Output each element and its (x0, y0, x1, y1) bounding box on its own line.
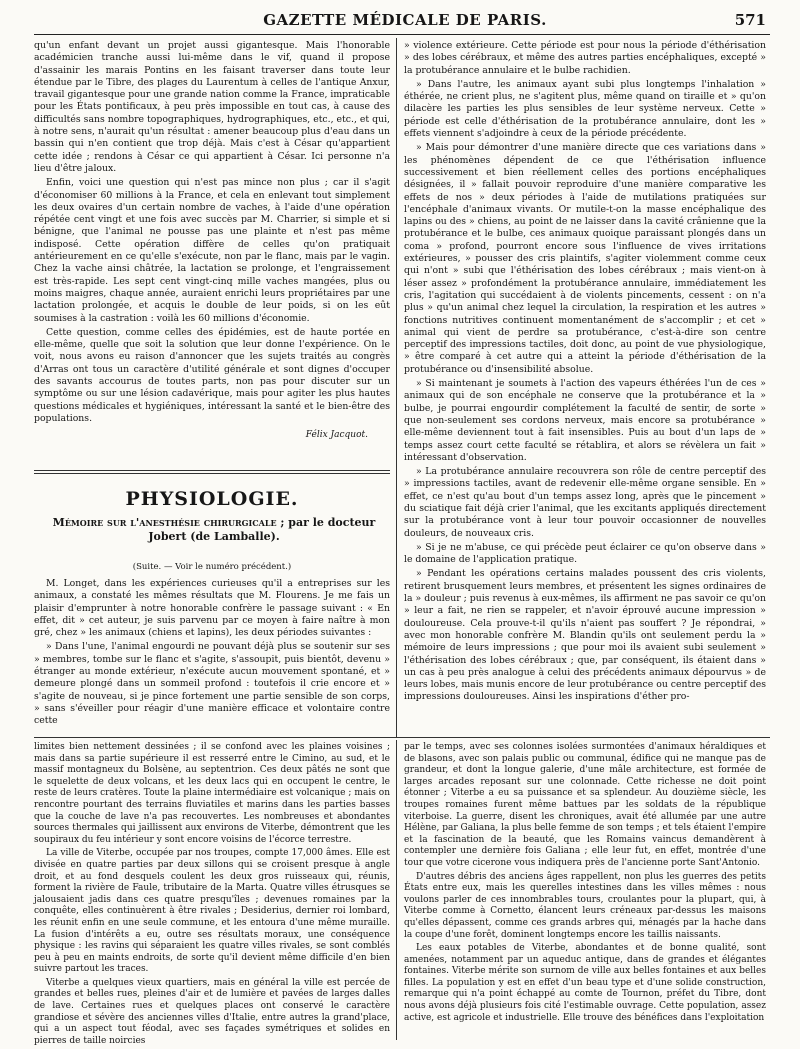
paragraph: Cette question, comme celles des épidémies, est de haute portée en elle-même, quelle que soit la solution que leur donne l'expérience. On le voit, nous avons eu raison d'annoncer que les sujets traités au congrès d'Arras ont tous un caractère d'utilité générale et sont dignes d'occuper des savants accourus de toutes parts, non pas pour discuter sur un symptôme ou sur une lésion cadavérique, mais pour agiter les plus hautes questions médicales et hygiéniques, intéressant la santé et le bien-être des populations. (34, 326, 390, 424)
bottom-right-column (404, 742, 766, 1042)
memoir-heading (44, 516, 384, 544)
paragraph: M. Longet, dans les expériences curieuses qu'il a entreprises sur les animaux, a constaté les mêmes résultats que M. Flourens. Je me fais un plaisir d'emprunter à notre honorable confrère le passage suivant : « En effet, dit » cet auteur, je suis parvenu par ce moyen à faire naître à mon gré, chez » les animaux (chiens et lapins), les deux périodes suivantes : (34, 578, 390, 639)
paragraph: limites bien nettement dessinées ; il se confond avec les plaines voisines ; mais dans sa partie supérieure il est resserré entre le Cimino, au sud, et le massif montagneux du Bolsène, au septentrion. Ces deux pâtés ne sont que le squelette de deux volcans, et les deux lacs qui en occupent le centre, le reste de leurs cratères. Toute la plaine intermédiaire est volcanique ; mais on rencontre pourtant des terrains fluviatiles et marins dans les parties basses que la couche de lave n'a pas recouvertes. Les nombreuses et abondantes sources thermales qui jaillissent aux environs de Viterbe, démontrent que les soupiraux du feu intérieur y sont encore voisins de l'écorce terrestre. (34, 742, 390, 845)
paragraph: » violence extérieure. Cette période est pour nous la période d'éthérisation » des lobes cérébraux, et même des autres parties encéphaliques, excepté » la protubérance annulaire et le bulbe rachidien. (404, 40, 766, 76)
paragraph: par le temps, avec ses colonnes isolées surmontées d'animaux héraldiques et de blasons, avec son palais public ou communal, édifice qui ne manque pas de grandeur, et dont la longue galerie, d'une mâle architecture, est formée de larges arcades reposant sur une colonnade. Cette richesse ne doit point étonner ; Viterbe a eu sa puissance et sa splendeur. Au douzième siècle, les troupes romaines furent même battues par les soldats de la république viterboise. La guerre, disent les chroniques, avait été allumée par une autre Hélène, par Galiana, la plus belle femme de son temps ; et tels étaient l'empire et la fascination de la beauté, que les Romains vaincus demandèrent à contempler une dernière fois Galiana ; elle leur fut, en effet, montrée d'une tour que votre cicerone vous indiquera près de l'ancienne porte Sant'Antonio. (404, 742, 766, 868)
memoir-author: par le docteur Jobert (de Lamballe). (148, 516, 376, 543)
paragraph: » Si je ne m'abuse, ce qui précède peut éclairer ce qu'on observe dans » le domaine de l'application pratique. (404, 541, 766, 566)
feuilleton-rule (34, 737, 770, 738)
article-left-column (34, 578, 390, 730)
section-rule-top-double (34, 473, 390, 474)
top-left-column (34, 40, 390, 441)
paragraph: Enfin, voici une question qui n'est pas mince non plus ; car il s'agit d'économiser 60 millions à la France, et cela en enlevant tout simplement les deux ovaires d'un certain nombre de vaches, à l'aide d'une opération répétée cent vingt et une fois avec succès par M. Charrier, si simple et si bénigne, que l'animal ne pousse pas une plainte et n'est pas même indisposé. Cette opération diffère de celles qu'on pratiquait antérieurement en ce qu'elle s'exécute, non par le flanc, mais par le vagin. Chez la vache ainsi châtrée, la lactation se prolonge, et l'engraissement est très-rapide. Les sept cent vingt-cinq mille vaches mangées, plus ou moins maigres, chaque année, auraient enrichi leurs propriétaires par une lactation prolongée, et acquis le double de leur poids, si on les eût soumises à la castration : voilà les 60 millions d'économie. (34, 177, 390, 324)
bottom-left-column (34, 742, 390, 1046)
paragraph: » Mais pour démontrer d'une manière directe que ces variations dans » les phénomènes dépendent de ce que l'éthérisation influence successivement et bien réellement celles des portions encéphaliques désignées, il » fallait pouvoir reproduire d'une manière comparative les effets de nos » deux périodes à l'aide de mutilations pratiquées sur l'encéphale d'animaux vivants. Or mutile-t-on la masse encéphalique des lapins ou des » chiens, au point de ne laisser dans la cavité crânienne que la protubérance et le bulbe, ces animaux quoique paraissant plongés dans un coma » profond, pourront encore sous l'influence de vives irritations extérieures, » pousser des cris plaintifs, s'agiter violemment comme ceux qui n'ont » subi que l'éthérisation des lobes cérébraux ; mais vient-on à léser assez » profondément la protubérance annulaire, immédiatement les cris, l'agitation qui succédaient à de violents pincements, cessent : on n'a plus » qu'un animal chez lequel la circulation, la respiration et les autres » fonctions nutritives continuent momentanément de s'accomplir ; et cet » animal qui vient de perdre sa protubérance, c'est-à-dire son centre perceptif des impressions tactiles, doit donc, au point de vue physiologique, » être comparé à cet autre qui a atteint la période d'éthérisation de la protubérance ou d'insensibilité absolue. (404, 142, 766, 375)
paragraph: Viterbe a quelques vieux quartiers, mais en général la ville est percée de grandes et belles rues, pleines d'air et de lumière et pavées de larges dalles de lave. Certaines rues et quelques places ont conservé le caractère grandiose et sévère des anciennes villes d'Italie, entre autres la grand'place, qui a un aspect tout féodal, avec ses façades symétriques et solides en pierres de taille noircies (34, 977, 390, 1046)
paragraph: » Dans l'autre, les animaux ayant subi plus longtemps l'inhalation » éthérée, ne crient plus, ne s'agitent plus, même quand on tiraille et » qu'on dilacère les parties les plus sensibles de leur système nerveux. Cette » période est celle d'éthérisation de la protubérance annulaire, dont les » effets viennent s'adjoindre à ceux de la période précédente. (404, 78, 766, 140)
column-divider (396, 38, 397, 738)
paragraph: Les eaux potables de Viterbe, abondantes et de bonne qualité, sont amenées, notamment par un aqueduc antique, dans de grandes et élégantes fontaines. Viterbe mérite son surnom de ville aux belles fontaines et aux belles filles. La population y est en effet d'un beau type et d'une solide construction, remarque qui n'a point échappé au comte de Tournon, préfet du Tibre, dont nous avons déjà plusieurs fois cité l'estimable ouvrage. Cette population, assez active, est agricole et industrielle. Elle trouve des bénéfices dans l'exploitation (404, 943, 766, 1023)
paragraph: » Dans l'une, l'animal engourdi ne pouvant déjà plus se soutenir sur ses » membres, tombe sur le flanc et s'agite, s'assoupit, puis bientôt, devenu » étranger au monde extérieur, n'exécute aucun mouvement spontané, et » demeure plongé dans un sommeil profond : toutefois il crie encore et » s'agite de nouveau, si je pince fortement une partie sensible de son corps, » sans s'éveiller pour réagir d'une manière efficace et volontaire contre cette (34, 641, 390, 727)
journal-title: GAZETTE MÉDICALE DE PARIS. (263, 11, 547, 29)
page-header (40, 8, 770, 34)
section-rule-top (34, 470, 390, 471)
paragraph: » Pendant les opérations certains malades poussent des cris violents, retirent brusquement leurs membres, et présentent les signes ordinaires de la » douleur ; puis revenus à eux-mêmes, ils affirment ne pas savoir ce qu'on » leur a fait, ne rien se rappeler, et n'avoir éprouvé aucune impression » douloureuse. Cela prouve-t-il qu'ils n'aient pas souffert ? Je répondrai, » avec mon honorable confrère M. Blandin qu'ils ont seulement perdu la » mémoire de leurs impressions ; que pour moi ils avaient subi seulement » l'éthérisation des lobes cérébraux ; que, par conséquent, ils étaient dans » un cas à peu près analogue à celui des précédents animaux dépourvus » de leurs lobes, mais munis encore de leur protubérance ou centre perceptif des impressions douloureuses. Ainsi les inspirations d'éther pro- (404, 568, 766, 703)
section-title: PHYSIOLOGIE. (125, 488, 299, 510)
paragraph: D'autres débris des anciens âges rappellent, non plus les guerres des petits États entre eux, mais les querelles intestines dans les villes mêmes : nous voulons parler de ces innombrables tours, croulantes pour la plupart, qui, à Viterbe comme à Cornetto, élancent leurs créneaux par-dessus les maisons qu'elles dépassent, comme ces grands arbres qui, ménagés par la hache dans la coupe d'une forêt, dominent longtemps encore les taillis naissants. (404, 871, 766, 940)
page-number: 571 (734, 11, 766, 29)
memoir-title: Mémoire sur l'anesthésie chirurgicale ; (52, 516, 285, 529)
bottom-column-divider (396, 740, 397, 1040)
continuation-note: (Suite. — Voir le numéro précédent.) (132, 562, 292, 572)
paragraph: » Si maintenant je soumets à l'action des vapeurs éthérées l'un de ces » animaux qui de son encéphale ne conserve que la protubérance et la » bulbe, je pourrai engourdir complétement la faculté de sentir, de sorte » que non-seulement ses cordons nerveux, mais encore sa protubérance » elle-même deviennent tout à fait insensibles. Puis au bout d'un laps de » temps assez court cette faculté se rétablira, et alors se révèlera un fait » intéressant d'observation. (404, 378, 766, 463)
article-right-column (404, 40, 766, 728)
paragraph: qu'un enfant devant un projet aussi gigantesque. Mais l'honorable académicien tranche aussi lui-même dans le vif, quand il propose d'assainir les marais Pontins en les faisant traverser dans toute leur étendue par le Tibre, des plages du Laurentum à celles de l'antique Anxur, travail gigantesque pour une grande nation comme la France, impraticable pour les États pontificaux, à peu près impossible en tout cas, à cause des difficultés sans nombre topographiques, hydrographiques, etc., etc., et qui, à notre sens, n'aurait qu'un résultat : amener beaucoup plus d'eau dans un bassin qui n'en contient que trop déjà. Mais c'est à César qu'appartient cette idée ; rendons à César ce qui appartient à César. Ici personne n'a lieu d'être jaloux. (34, 40, 390, 174)
header-rule (34, 34, 770, 35)
paragraph: » La protubérance annulaire recouvrera son rôle de centre perceptif des » impressions tactiles, avant de redevenir elle-même organe sensible. En » effet, ce n'est qu'au bout d'un temps assez long, après que le pincement » du sciatique fait déjà crier l'animal, que les excitants appliqués directement sur la protubérance vont à leur tour pouvoir occasionner de nouvelles douleurs, de nouveaux cris. (404, 466, 766, 539)
paragraph: La ville de Viterbe, occupée par nos troupes, compte 17,000 âmes. Elle est divisée en quatre parties par deux sillons qui se croisent presque à angle droit, et au fond desquels coulent les deux gros ruisseaux qui, réunis, forment la rivière de Faule, tributaire de la Marta. Quatre villes étrusques se jalousaient jadis dans ces quatre presqu'îles ; devenues romaines par la conquête, elles continuèrent à être rivales ; Desiderius, dernier roi lombard, les réunit enfin en une seule commune, et les entoura d'une même muraille. La fusion d'intérêts a eu, outre ses résultats moraux, une conséquence physique : les ravins qui séparaient les quatre villes rivales, se sont comblés peu à peu en maints endroits, de sorte qu'il devient même difficile d'en bien suivre partout les traces. (34, 848, 390, 975)
author-signature: Félix Jacquot. (305, 430, 368, 441)
